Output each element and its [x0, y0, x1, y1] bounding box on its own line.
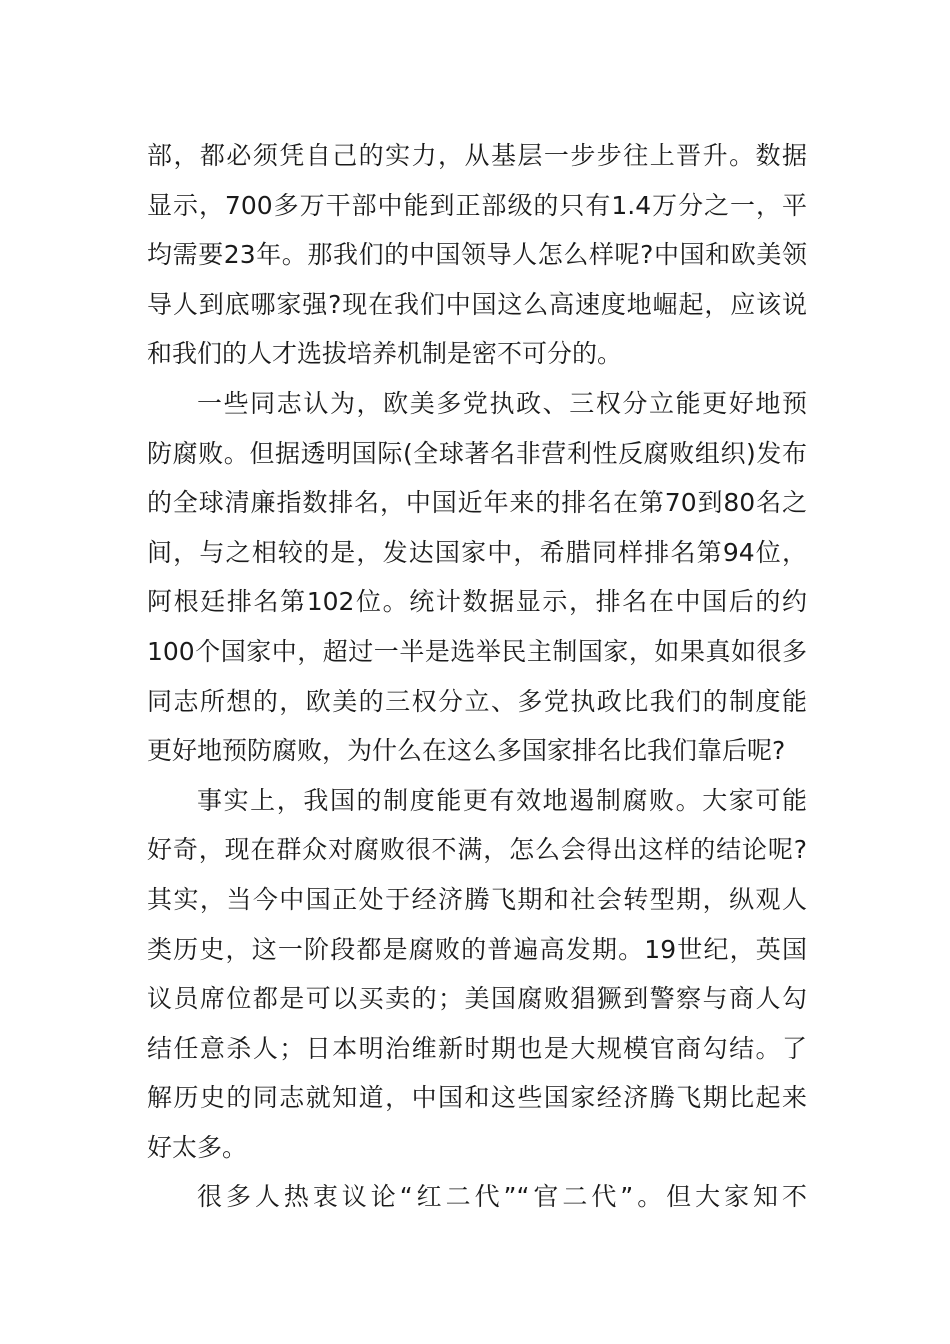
text-line: 事实上，我国的制度能更有效地遏制腐败。大家可能: [197, 785, 807, 815]
text-line: 其实，当今中国正处于经济腾飞期和社会转型期，纵观人: [147, 884, 807, 914]
text-line: 类历史，这一阶段都是腐败的普遍高发期。19世纪，英国: [147, 934, 807, 964]
text-line: 部，都必须凭自己的实力，从基层一步步往上晋升。数据: [147, 141, 807, 170]
body-text: [147, 131, 807, 1222]
text-line: 解历史的同志就知道，中国和这些国家经济腾飞期比起来: [147, 1083, 807, 1113]
text-line: 阿根廷排名第102位。统计数据显示，排名在中国后的约: [147, 587, 807, 617]
text-line: 同志所想的，欧美的三权分立、多党执政比我们的制度能: [147, 686, 807, 716]
text-line: 很多人热衷议论“红二代”“官二代”。但大家知不: [197, 1182, 807, 1212]
text-line: 和我们的人才选拔培养机制是密不可分的。: [147, 339, 623, 369]
text-line: 均需要23年。那我们的中国领导人怎么样呢?中国和欧美领: [147, 240, 807, 270]
text-line: 显示，700多万干部中能到正部级的只有1.4万分之一，平: [147, 190, 807, 220]
text-line: 一些同志认为，欧美多党执政、三权分立能更好地预: [197, 388, 807, 418]
text-line: 议员席位都是可以买卖的；美国腐败猖獗到警察与商人勾: [147, 984, 807, 1014]
text-line: 好奇，现在群众对腐败很不满，怎么会得出这样的结论呢?: [147, 835, 807, 865]
text-line: 好太多。: [147, 1132, 248, 1162]
text-line: 防腐败。但据透明国际(全球著名非营利性反腐败组织)发布: [147, 438, 807, 468]
text-line: 导人到底哪家强?现在我们中国这么高速度地崛起，应该说: [147, 289, 807, 319]
text-line: 结任意杀人；日本明治维新时期也是大规模官商勾结。了: [147, 1033, 807, 1063]
text-line: 更好地预防腐败，为什么在这么多国家排名比我们靠后呢?: [147, 736, 786, 766]
text-line: 间，与之相较的是，发达国家中，希腊同样排名第94位，: [147, 537, 807, 567]
text-line: 的全球清廉指数排名，中国近年来的排名在第70到80名之: [147, 488, 807, 518]
text-line: 100个国家中，超过一半是选举民主制国家，如果真如很多: [147, 636, 807, 666]
